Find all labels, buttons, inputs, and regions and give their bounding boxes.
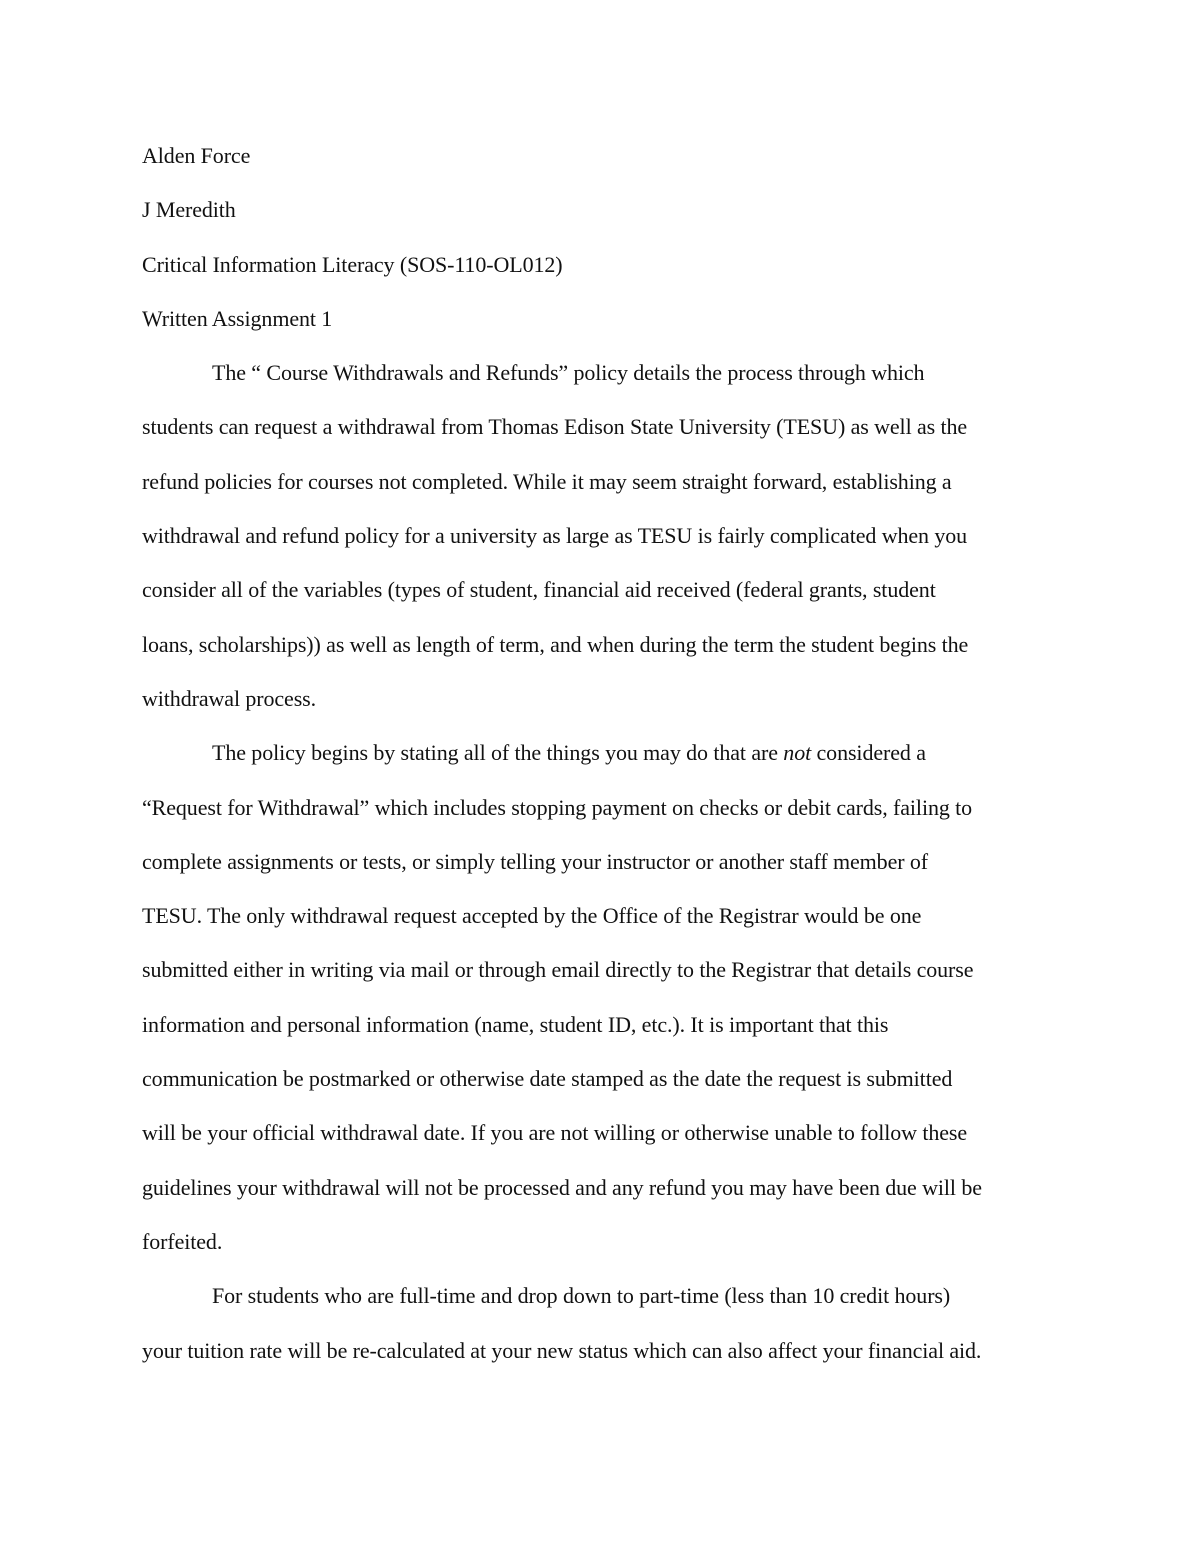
paragraph-3 [142,1269,1062,1378]
paragraph-1-line: The “ Course Withdrawals and Refunds” policy details the process through which [212,360,925,386]
paragraph-2-line: communication be postmarked or otherwise date stamped as the date the request is submitted [142,1066,953,1092]
paragraph-1-line: withdrawal and refund policy for a university as large as TESU is fairly complicated when you [142,523,968,549]
paragraph-2-line: “Request for Withdrawal” which includes stopping payment on checks or debit cards, failing to [142,794,973,820]
paragraph-2-line: forfeited. [142,1228,223,1254]
paragraph-2-line: TESU. The only withdrawal request accepted by the Office of the Registrar would be one [142,903,922,929]
paragraph-1-line: refund policies for courses not completed. While it may seem straight forward, establishing a [142,468,952,494]
course-title: Critical Information Literacy (SOS-110-OL012) [142,251,563,277]
paragraph-2-text: considered a [811,740,926,766]
paragraph-1 [142,346,1062,726]
paragraph-3-line: For students who are full-time and drop down to part-time (less than 10 credit hours) [212,1283,951,1309]
paragraph-2-line: guidelines your withdrawal will not be processed and any refund you may have been due will be [142,1174,982,1200]
paragraph-2-line: complete assignments or tests, or simply telling your instructor or another staff member of [142,848,928,874]
paragraph-2-line: submitted either in writing via mail or through email directly to the Registrar that details course [142,957,974,983]
paragraph-1-line: withdrawal process. [142,685,317,711]
student-name: Alden Force [142,143,251,168]
paragraph-3-line: your tuition rate will be re-calculated at your new status which can also affect your financial aid. [142,1337,982,1363]
document-body [142,129,1062,1378]
paragraph-2-line: information and personal information (name, student ID, etc.). It is important that this [142,1011,889,1037]
paragraph-1-line: students can request a withdrawal from Thomas Edison State University (TESU) as well as the [142,414,968,440]
paragraph-2-first-line [142,726,1062,780]
assignment-title: Written Assignment 1 [142,305,333,331]
paragraph-2-line: will be your official withdrawal date. If you are not willing or otherwise unable to follow these [142,1120,968,1146]
paragraph-1-line: consider all of the variables (types of student, financial aid received (federal grants, student [142,577,936,603]
emphasized-word: not [783,740,812,766]
paragraph-1-line: loans, scholarships)) as well as length of term, and when during the term the student begins the [142,631,969,657]
paragraph-2 [142,726,1062,1269]
paragraph-2-text: The policy begins by stating all of the things you may do that are [212,740,784,766]
instructor-name: J Meredith [142,197,236,223]
